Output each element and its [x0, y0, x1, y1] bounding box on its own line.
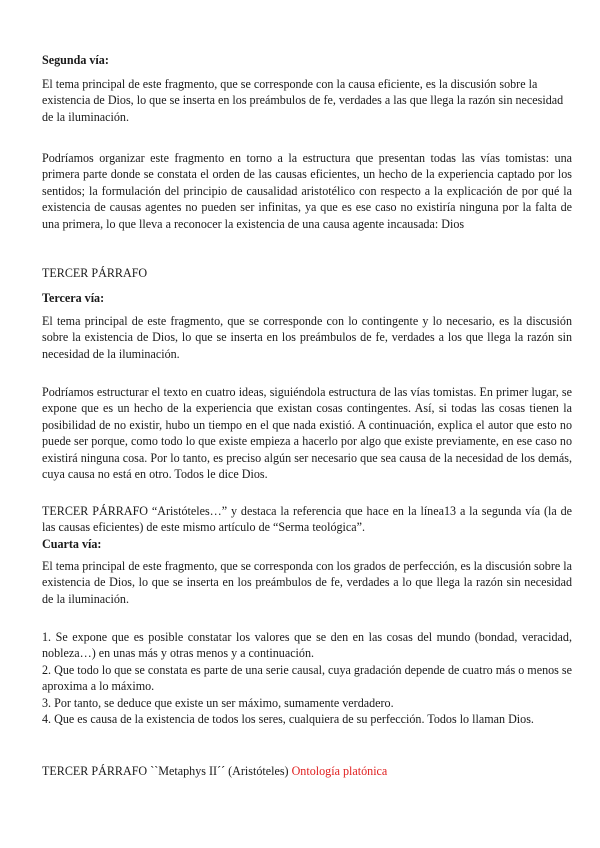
tercera-via-paragraph-2: Podríamos estructurar el texto en cuatro ideas, siguiéndola estructura de las vías tomistas. En primer lugar, se expone que es un hecho de la experiencia que existan cosas contingentes. Así, si todas las cosas tienen la posibilidad de no existir, hubo un tiempo en el que nada existió. A continuación, explica el autor que esto no puede ser porque, como todo lo que existe empieza a hacerlo por algo que existe previamente, en ese caso no existirá ninguna cosa. Por lo tanto, es preciso algún ser necesario que sea causa de la necesidad de los demás, cuya causa no está en otro. Todos le dice Dios.	[42, 385, 572, 482]
cuarta-via-points-list	[42, 629, 572, 727]
cuarta-via-point-4: 4. Que es causa de la existencia de todos los seres, cualquiera de su perfección. Todos lo llaman Dios.	[42, 712, 534, 727]
ontologia-platonica-highlight: Ontología platónica	[291, 764, 388, 778]
cuarta-via-point-2: 2. Que todo lo que se constata es parte de una serie causal, cuya gradación depende de cuatro más o menos se aproxima a lo máximo.	[42, 662, 572, 694]
segunda-via-paragraph-2: Podríamos organizar este fragmento en torno a la estructura que presentan todas las vías tomistas: una primera parte donde se constata el orden de las causas eficientes, un hecho de la experiencia captado por los sentidos; la formulación del principio de causalidad aristotélico con respecto a la explicación de por qué la existencia de causas agentes no pueden ser infinitas, ya que es ese caso no existiría ninguna por la falta de una primera, lo que lleva a reconocer la existencia de una causa agente incausada: Dios	[42, 151, 572, 231]
tercer-parrafo-3-text: TERCER PÁRRAFO ``Metaphys II´´ (Aristóteles)	[42, 764, 292, 778]
tercera-via-paragraph-1: El tema principal de este fragmento, que se corresponde con lo contingente y lo necesario, es la discusión sobre la existencia de Dios, lo que se inserta en los preámbulos de fe, verdades a los que llega la razón sin necesidad de la iluminación.	[42, 314, 572, 361]
heading-segunda-via: Segunda vía:	[42, 53, 109, 67]
tercer-parrafo-label-2: TERCER PÁRRAFO “Aristóteles…” y destaca la referencia que hace en la línea13 a la segunda vía (la de las causas eficientes) de este mismo artículo de “Serma teológica”.	[42, 504, 572, 535]
tercer-parrafo-label-3	[42, 763, 572, 779]
segunda-via-paragraph-1: El tema principal de este fragmento, que se corresponde con la causa eficiente, es la discusión sobre la existencia de Dios, lo que se inserta en los preámbulos de fe, verdades a las que llega la razón sin necesidad de la iluminación.	[42, 77, 564, 124]
cuarta-via-point-3: 3. Por tanto, se deduce que existe un ser máximo, sumamente verdadero.	[42, 695, 394, 710]
heading-cuarta-via: Cuarta vía:	[42, 537, 102, 551]
cuarta-via-point-1: 1. Se expone que es posible constatar los valores que se den en las cosas del mundo (bondad, veracidad, nobleza…) en unas más y otras menos y a continuación.	[42, 630, 572, 661]
heading-tercera-via: Tercera vía:	[42, 291, 105, 305]
tercer-parrafo-label-1: TERCER PÁRRAFO	[42, 266, 148, 280]
cuarta-via-paragraph-1: El tema principal de este fragmento, que se corresponda con los grados de perfección, es la discusión sobre la existencia de Dios, lo que se inserta en los preámbulos de fe, verdades a lo que llega la razón sin necesidad de la iluminación.	[42, 559, 572, 606]
